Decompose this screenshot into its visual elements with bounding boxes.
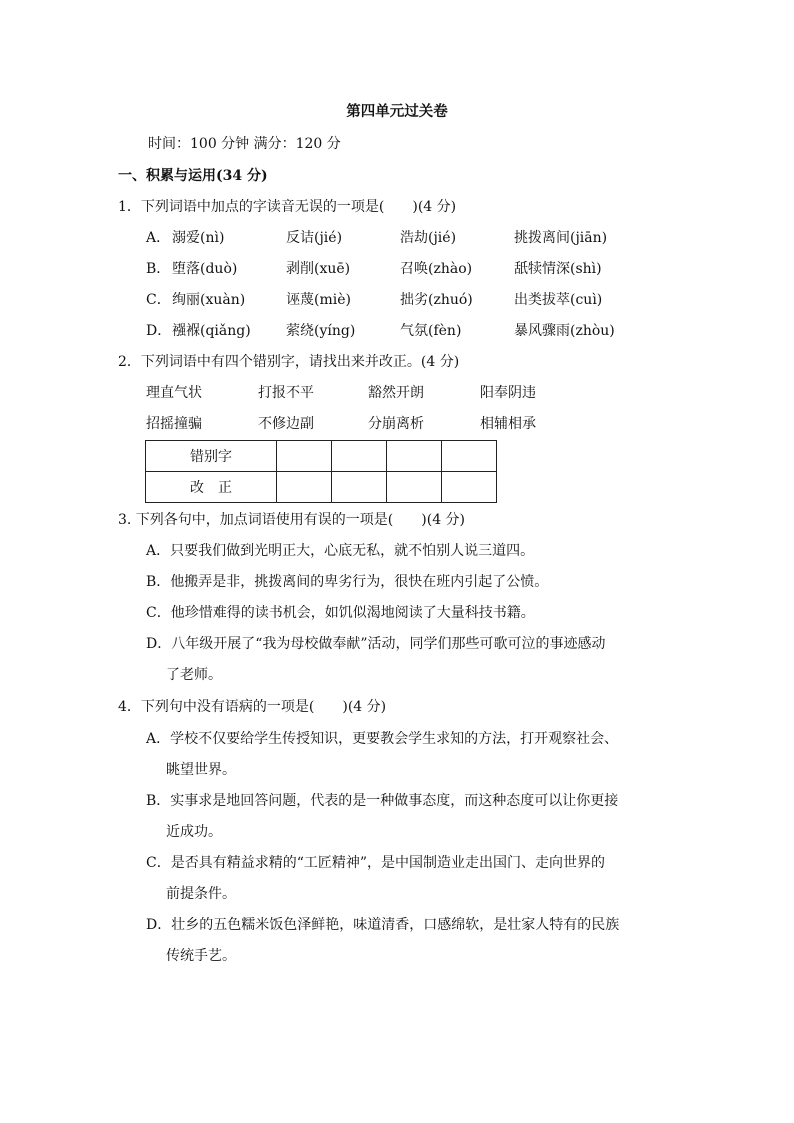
option-word: 出类拔萃(cuì) [514,292,603,308]
option-word: 绚丽(xuàn) [172,292,246,308]
option-label: B． [146,261,171,277]
option-word: 溺爱(nì) [172,230,225,246]
q3-option-c[interactable]: C．他珍惜难得的读书机会，如饥似渴地阅读了大量科技书籍。 [146,605,535,621]
q2-word: 相辅相承 [480,416,536,432]
option-word: 召唤(zhào) [400,261,473,277]
answer-cell[interactable] [442,472,497,503]
q3-option-a[interactable]: A．只要我们做到光明正大，心底无私，就不怕别人说三道四。 [146,543,535,559]
option-word: 萦绕(yíng) [286,323,356,339]
q2-word: 招摇撞骗 [146,416,202,432]
option-word: 拙劣(zhuó) [400,292,473,308]
answer-cell[interactable] [387,441,442,472]
answer-cell[interactable] [277,441,332,472]
option-label: D． [146,323,172,339]
q2-word: 分崩离析 [368,416,424,432]
q1-stem: 1．下列词语中加点的字读音无误的一项是( )(4 分) [118,199,457,215]
answer-cell[interactable] [277,472,332,503]
q2-word: 不修边副 [258,416,314,432]
q4-option-a[interactable]: A．学校不仅要给学生传授知识，更要教会学生求知的方法，打开观察社会、 [146,731,619,747]
option-word: 反诘(jié) [286,230,343,246]
q4-stem: 4．下列句中没有语病的一项是( )(4 分) [118,699,387,715]
option-word: 诬蔑(miè) [286,292,351,308]
q2-word: 打报不平 [258,385,314,401]
q4-option-d[interactable]: D．壮乡的五色糯米饭色泽鲜艳，味道清香，口感绵软，是壮家人特有的民族 [146,917,620,933]
option-word: 气氛(fèn) [400,323,462,339]
q4-option-c[interactable]: C．是否具有精益求精的“工匠精神”，是中国制造业走出国门、走向世界的 [146,855,606,871]
option-label: C． [146,292,171,308]
table-label-wrong: 错别字 [146,441,277,472]
option-label: A． [146,230,171,246]
table-row [146,472,497,503]
q4-option-b[interactable]: B．实事求是地回答问题，代表的是一种做事态度，而这种态度可以让你更接 [146,793,619,809]
q2-stem: 2．下列词语中有四个错别字，请找出来并改正。(4 分) [118,354,460,370]
option-word: 浩劫(jié) [400,230,457,246]
q4-option-b-cont: 近成功。 [166,824,222,840]
q4-option-d-cont: 传统手艺。 [166,948,236,964]
answer-cell[interactable] [332,472,387,503]
answer-cell[interactable] [442,441,497,472]
page-title: 第四单元过关卷 [346,103,448,120]
q2-word: 阳奉阴违 [480,385,536,401]
option-word: 堕落(duò) [172,261,238,277]
q4-option-c-cont: 前提条件。 [166,886,236,902]
q2-word: 理直气状 [146,385,202,401]
option-word: 暴风骤雨(zhòu) [514,323,615,339]
answer-cell[interactable] [387,472,442,503]
q3-option-d[interactable]: D．八年级开展了“我为母校做奉献”活动，同学们那些可歌可泣的事迹感动 [146,636,606,652]
section-heading: 一、积累与运用(34 分) [118,168,268,184]
table-label-correct: 改 正 [146,472,277,503]
table-row [146,441,497,472]
answer-cell[interactable] [332,441,387,472]
q2-word: 豁然开朗 [368,385,424,401]
q3-option-d-cont: 了老师。 [166,667,222,683]
q3-option-b[interactable]: B．他搬弄是非，挑拨离间的卑劣行为，很快在班内引起了公愤。 [146,574,549,590]
q3-stem: 3. 下列各句中，加点词语使用有误的一项是( )(4 分) [118,512,466,528]
correction-table [145,440,497,503]
option-word: 襁褓(qiǎng) [172,323,251,339]
option-word: 舐犊情深(shì) [514,261,602,277]
q4-option-a-cont: 眺望世界。 [166,762,236,778]
option-word: 剥削(xuē) [286,261,351,277]
option-word: 挑拨离间(jiān) [514,230,608,246]
exam-meta: 时间：100 分钟 满分：120 分 [148,136,341,152]
